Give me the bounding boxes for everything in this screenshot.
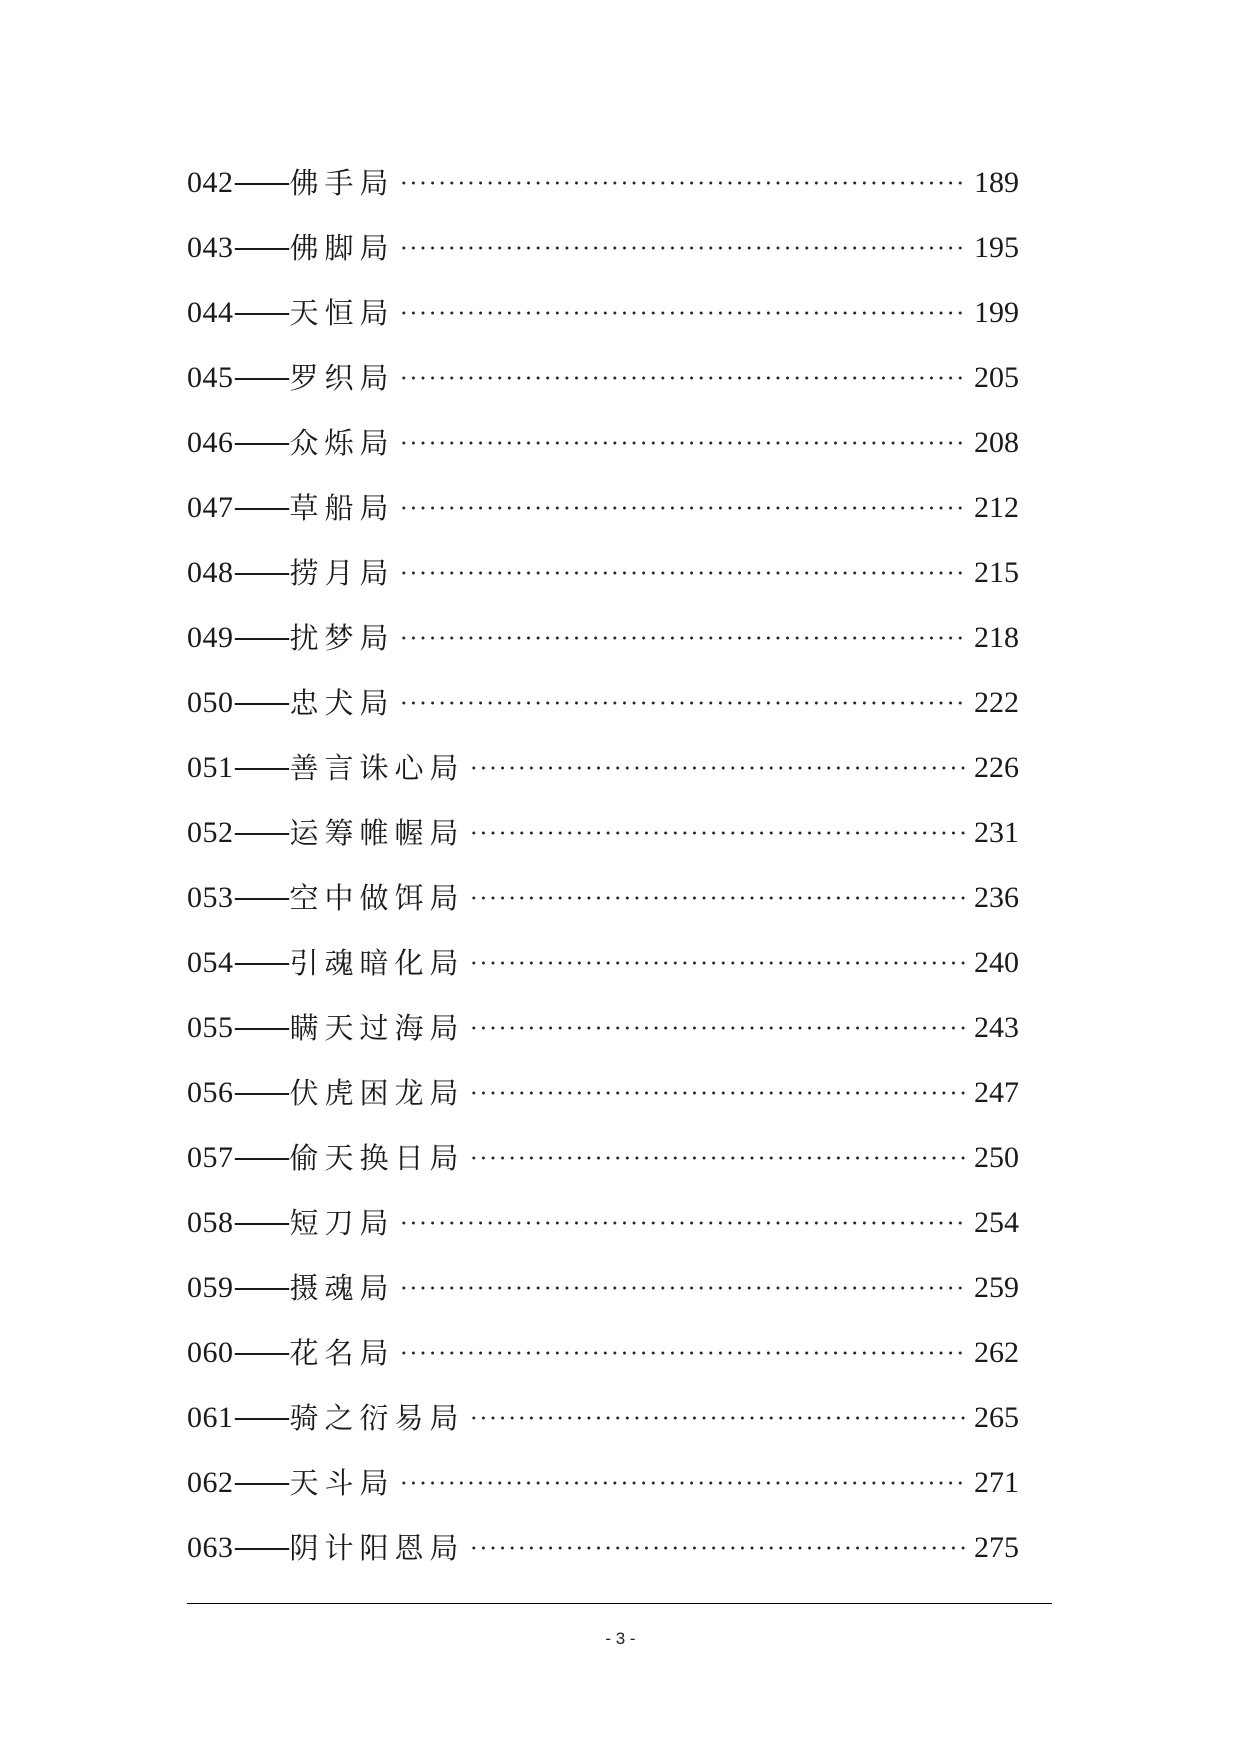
toc-entry-title: 佛手局 xyxy=(289,165,395,200)
toc-entry-title: 摄魂局 xyxy=(289,1270,395,1305)
toc-dot-leader xyxy=(399,311,965,315)
toc-entry-number: 051 xyxy=(187,750,234,784)
toc-entry[interactable] xyxy=(187,1385,1019,1450)
toc-entry-title: 空中做饵局 xyxy=(289,880,465,915)
toc-entry-title: 天斗局 xyxy=(289,1465,395,1500)
toc-entry-dash: —— xyxy=(233,1009,288,1045)
toc-entry-dash: —— xyxy=(233,359,288,395)
toc-entry-title: 扰梦局 xyxy=(289,620,395,655)
toc-entry-page: 199 xyxy=(974,295,1019,329)
toc-dot-leader xyxy=(399,701,965,705)
toc-entry-title: 引魂暗化局 xyxy=(289,945,465,980)
toc-entry-title: 佛脚局 xyxy=(289,230,395,265)
toc-dot-leader xyxy=(469,1416,965,1420)
toc-entry[interactable] xyxy=(187,1450,1019,1515)
toc-entry-page: 215 xyxy=(974,555,1019,589)
toc-entry-dash: —— xyxy=(233,749,288,785)
toc-entry-page: 275 xyxy=(974,1530,1019,1564)
toc-entry-dash: —— xyxy=(233,1074,288,1110)
toc-entry[interactable] xyxy=(187,215,1019,280)
toc-entry[interactable] xyxy=(187,345,1019,410)
toc-entry-page: 236 xyxy=(974,880,1019,914)
toc-entry-dash: —— xyxy=(233,294,288,330)
toc-dot-leader xyxy=(399,1481,965,1485)
toc-entry-number: 057 xyxy=(187,1140,234,1174)
toc-entry-number: 059 xyxy=(187,1270,234,1304)
toc-entry[interactable] xyxy=(187,1125,1019,1190)
toc-entry-number: 047 xyxy=(187,490,234,524)
toc-entry-number: 049 xyxy=(187,620,234,654)
toc-dot-leader xyxy=(469,961,965,965)
toc-entry-dash: —— xyxy=(233,1334,288,1370)
toc-entry-page: 205 xyxy=(974,360,1019,394)
toc-entry[interactable] xyxy=(187,1060,1019,1125)
footer-divider xyxy=(187,1603,1052,1604)
toc-entry[interactable] xyxy=(187,1515,1019,1580)
toc-entry-dash: —— xyxy=(233,1399,288,1435)
toc-entry-page: 259 xyxy=(974,1270,1019,1304)
toc-entry-number: 055 xyxy=(187,1010,234,1044)
toc-entry[interactable] xyxy=(187,735,1019,800)
toc-entry-dash: —— xyxy=(233,1204,288,1240)
toc-entry-dash: —— xyxy=(233,489,288,525)
toc-entry-page: 243 xyxy=(974,1010,1019,1044)
toc-entry-dash: —— xyxy=(233,229,288,265)
page-number: - 3 - xyxy=(605,1629,636,1648)
toc-entry-page: 240 xyxy=(974,945,1019,979)
toc-entry-number: 046 xyxy=(187,425,234,459)
toc-entry[interactable] xyxy=(187,995,1019,1060)
toc-dot-leader xyxy=(399,441,965,445)
toc-entry-title: 伏虎困龙局 xyxy=(289,1075,465,1110)
toc-entry-number: 043 xyxy=(187,230,234,264)
toc-entry-number: 058 xyxy=(187,1205,234,1239)
toc-entry-page: 222 xyxy=(974,685,1019,719)
toc-entry[interactable] xyxy=(187,540,1019,605)
toc-entry-page: 271 xyxy=(974,1465,1019,1499)
toc-entry-dash: —— xyxy=(233,814,288,850)
toc-dot-leader xyxy=(469,1156,965,1160)
toc-entry-title: 花名局 xyxy=(289,1335,395,1370)
toc-dot-leader xyxy=(399,1351,965,1355)
toc-entry-dash: —— xyxy=(233,1464,288,1500)
toc-dot-leader xyxy=(469,1546,965,1550)
toc-dot-leader xyxy=(399,506,965,510)
toc-entry-title: 运筹帷幄局 xyxy=(289,815,465,850)
toc-entry[interactable] xyxy=(187,800,1019,865)
toc-entry-page: 250 xyxy=(974,1140,1019,1174)
toc-entry-dash: —— xyxy=(233,1139,288,1175)
toc-entry-page: 247 xyxy=(974,1075,1019,1109)
toc-entry-dash: —— xyxy=(233,1269,288,1305)
toc-entry[interactable] xyxy=(187,150,1019,215)
toc-entry[interactable] xyxy=(187,1190,1019,1255)
toc-entry-number: 052 xyxy=(187,815,234,849)
toc-dot-leader xyxy=(399,376,965,380)
toc-entry-dash: —— xyxy=(233,684,288,720)
toc-entry-title: 善言诛心局 xyxy=(289,750,465,785)
toc-entry-number: 044 xyxy=(187,295,234,329)
toc-entry-number: 062 xyxy=(187,1465,234,1499)
toc-entry-title: 短刀局 xyxy=(289,1205,395,1240)
toc-entry-number: 054 xyxy=(187,945,234,979)
toc-dot-leader xyxy=(469,766,965,770)
toc-entry-page: 262 xyxy=(974,1335,1019,1369)
toc-entry[interactable] xyxy=(187,605,1019,670)
toc-entry[interactable] xyxy=(187,410,1019,475)
toc-entry-page: 195 xyxy=(974,230,1019,264)
toc-entry-dash: —— xyxy=(233,424,288,460)
toc-entry-page: 208 xyxy=(974,425,1019,459)
toc-entry-title: 捞月局 xyxy=(289,555,395,590)
toc-entry-number: 056 xyxy=(187,1075,234,1109)
table-of-contents xyxy=(187,150,1019,1580)
toc-entry-title: 罗织局 xyxy=(289,360,395,395)
toc-dot-leader xyxy=(469,896,965,900)
toc-entry-title: 草船局 xyxy=(289,490,395,525)
toc-entry-page: 218 xyxy=(974,620,1019,654)
toc-entry-dash: —— xyxy=(233,554,288,590)
toc-dot-leader xyxy=(399,1221,965,1225)
toc-entry-title: 阴计阳恩局 xyxy=(289,1530,465,1565)
toc-entry-title: 骑之衍易局 xyxy=(289,1400,465,1435)
toc-dot-leader xyxy=(469,1026,965,1030)
toc-entry[interactable] xyxy=(187,670,1019,735)
toc-dot-leader xyxy=(399,636,965,640)
toc-entry[interactable] xyxy=(187,930,1019,995)
toc-entry-title: 瞒天过海局 xyxy=(289,1010,465,1045)
toc-entry-page: 254 xyxy=(974,1205,1019,1239)
toc-entry-dash: —— xyxy=(233,164,288,200)
toc-dot-leader xyxy=(399,181,965,185)
toc-entry-title: 天恒局 xyxy=(289,295,395,330)
toc-entry-dash: —— xyxy=(233,944,288,980)
toc-entry-dash: —— xyxy=(233,879,288,915)
toc-dot-leader xyxy=(399,571,965,575)
toc-entry-number: 045 xyxy=(187,360,234,394)
toc-dot-leader xyxy=(399,246,965,250)
toc-entry-number: 061 xyxy=(187,1400,234,1434)
toc-entry-number: 048 xyxy=(187,555,234,589)
toc-entry-number: 060 xyxy=(187,1335,234,1369)
toc-entry-dash: —— xyxy=(233,1529,288,1565)
toc-entry[interactable] xyxy=(187,1255,1019,1320)
toc-entry-number: 063 xyxy=(187,1530,234,1564)
toc-entry-number: 042 xyxy=(187,165,234,199)
toc-dot-leader xyxy=(469,1091,965,1095)
toc-entry-number: 050 xyxy=(187,685,234,719)
toc-dot-leader xyxy=(469,831,965,835)
toc-entry-number: 053 xyxy=(187,880,234,914)
toc-entry-page: 212 xyxy=(974,490,1019,524)
toc-dot-leader xyxy=(399,1286,965,1290)
toc-entry-title: 众烁局 xyxy=(289,425,395,460)
toc-entry[interactable] xyxy=(187,865,1019,930)
toc-entry-dash: —— xyxy=(233,619,288,655)
toc-entry-page: 231 xyxy=(974,815,1019,849)
toc-entry[interactable] xyxy=(187,280,1019,345)
toc-entry-page: 189 xyxy=(974,165,1019,199)
toc-entry[interactable] xyxy=(187,1320,1019,1385)
toc-entry[interactable] xyxy=(187,475,1019,540)
toc-entry-title: 偷天换日局 xyxy=(289,1140,465,1175)
toc-entry-title: 忠犬局 xyxy=(289,685,395,720)
toc-entry-page: 226 xyxy=(974,750,1019,784)
toc-entry-page: 265 xyxy=(974,1400,1019,1434)
